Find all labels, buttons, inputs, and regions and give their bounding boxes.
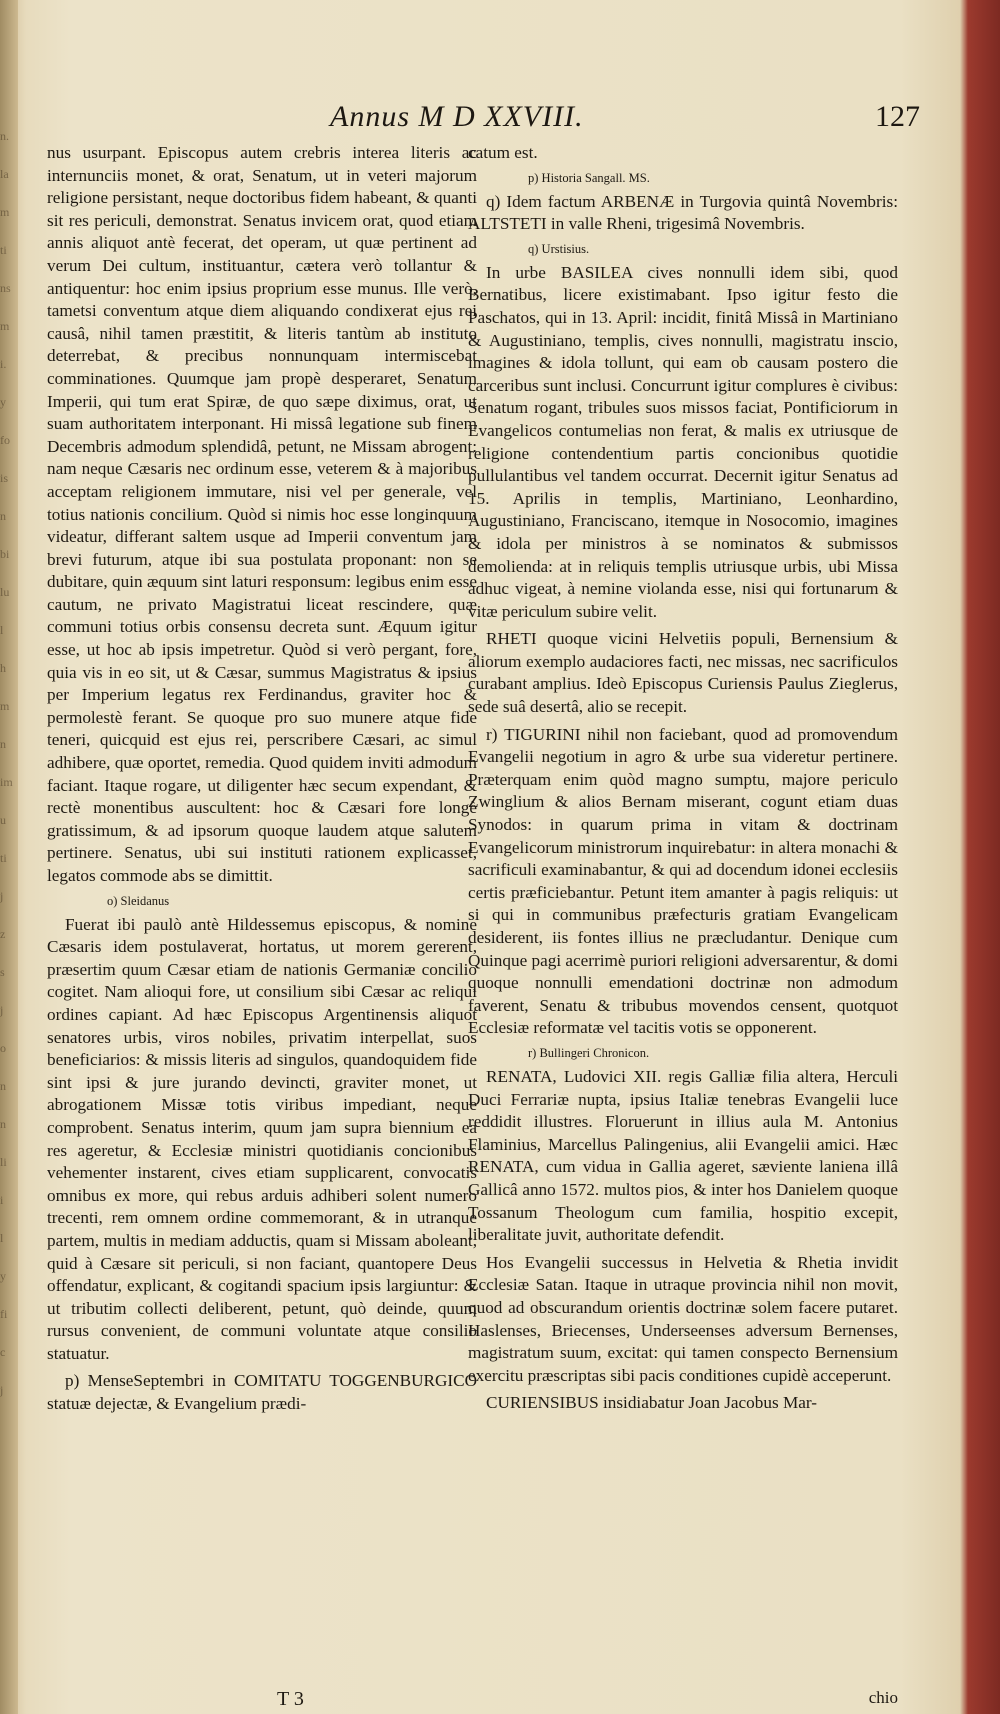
margin-fragment: ns [0,281,11,295]
margin-fragment: c [0,1345,6,1359]
signature-mark: T 3 [277,1688,304,1710]
margin-fragment: ti [0,851,7,865]
margin-fragment: u [0,813,6,827]
margin-fragment: n. [0,129,9,143]
margin-fragment: li [0,1155,7,1169]
margin-fragment: n [0,509,6,523]
margin-fragment: s [0,965,5,979]
margin-fragment: l [0,623,4,637]
margin-fragment: y [0,395,6,409]
margin-fragment: is [0,471,9,485]
margin-fragment: fo [0,433,10,447]
margin-fragment: ti [0,243,7,257]
margin-fragment: j [0,889,4,903]
margin-fragment: n [0,1079,6,1093]
margin-fragment: bi [0,547,10,561]
footnote-source: r) Bullingeri Chronicon. [528,1045,650,1060]
paragraph: catum est. [468,143,538,162]
margin-fragment: l [0,1231,4,1245]
paragraph: CURIENSIBUS insidiabatur Joan Jacobus Mar- [486,1393,817,1413]
margin-fragment: m [0,319,10,333]
paragraph: RENATA, Ludovici XII. regis Galliæ filia altera, Herculi Duci Ferrariæ nupta, ipsius Italiæ tenebras Evangelii luce reddidit illustres. Floruerunt in illius aula M. Antonius Flaminius, Marcellus Palingenius, alii Evangelii amici. Hæc RENATA, cum vidua in Gallia ageret, sæviente laniena illâ Gallicâ anno 1572. multos pios, & inter hos Danielem quoque Tossanum Theologum cum familia, hospitio excepit, liberalitate juvit, authoritate defendit. [468,1066,898,1245]
right-column [468,142,898,1420]
left-column [47,142,477,1421]
page-footer [47,1688,898,1712]
paragraph: Hos Evangelii successus in Helvetia & Rhetia invidit Ecclesiæ Satan. Itaque in utraque provincia nihil non movit, quod ad obscurandum orientis doctrinæ solem facere putaret. Haslenses, Briecenses, Underseenses adversum Bernenses, magistratum suum, excitat: qui tamen conspecto Bernensium exercitu præscriptas sibi pacis conditiones cupidè acceperunt. [468,1252,898,1385]
paragraph: p) MenseSeptembri in COMITATU TOGGENBURGICO statuæ dejectæ, & Evangelium prædi- [47,1371,477,1414]
margin-fragment: n [0,1117,6,1131]
footnote-source: q) Urstisius. [528,241,590,256]
margin-fragment: j [0,1383,4,1397]
margin-fragment: i. [0,357,7,371]
margin-fragment: o [0,1041,6,1055]
margin-fragment: j [0,1003,4,1017]
margin-fragment: im [0,775,13,789]
margin-fragment: fi [0,1307,8,1321]
running-title: Annus M D XXVIII. [330,100,584,133]
paragraph: Fuerat ibi paulò antè Hildessemus episcopus, & nomine Cæsaris idem postulaverat, hortatus, ut morem gererent, præsertim quum Cæsar etiam de nationis Germaniæ concilio cogitet. Nam alioqui fore, ut consilium sibi Cæsar ac reliqui ordines capiant. Ad hæc Episcopus Argentinensis aliquot senatores urbis, viros nobiles, privatim interpellat, suos beneficiarios: & missis literis ad singulos, quandoquidem fide sint ipsi & jure jurando devincti, graviter monet, ut abrogationem Missæ totis viribus impediant, neque comprobent. Senatus interim, quum jam supra biennium ea res ageretur, & Ecclesiæ ministri quotidianis concionibus vehementer instarent, cives etiam supplicarent, convocatis omnibus ex more, qui rebus arduis adhiberi solent numero trecenti, rem omnem ordine commemorant, & in utranque partem, multis in mediam adductis, quam si Missam aboleant, quid à Cæsare sit periculi, si non faciant, quantopere Deus offendatur, explicant, & cogitandi spacium ipsis largiuntur: & ut tributim collecti deliberent, petunt, quò deinde, quum rursus convenient, de communi voluntate atque consilio statuatur. [47,914,477,1363]
margin-fragment: lu [0,585,10,599]
margin-fragment: y [0,1269,6,1283]
footnote-source: o) Sleidanus [107,893,170,908]
paragraph: RHETI quoque vicini Helvetiis populi, Bernensium & aliorum exemplo audaciores facti, nec missas, nec sacrificulos curabant amplius. Ideò Episcopus Curiensis Paulus Zieglerus, sede suâ desertâ, alio se recepit. [468,629,898,717]
margin-fragment: m [0,205,10,219]
margin-fragment: la [0,167,9,181]
page-header [40,100,920,140]
footnote-source: p) Historia Sangall. MS. [528,170,650,185]
paragraph: q) Idem factum ARBENÆ in Turgovia quintâ Novembris: ALTSTETI in valle Rheni, trigesimâ Novembris. [468,191,898,234]
margin-fragment: i [0,1193,4,1207]
paragraph: In urbe BASILEA cives nonnulli idem sibi, quod Bernatibus, licere existimabant. Ipso igitur festo die Paschatos, qui in 13. April: incidit, finitâ Missâ in Martiniano & Augustiniano, templis, cives nonnulli, magistratu inscio, imagines & idola tollunt, qui eam ob causam postero die carceribus sunt inclusi. Concurrunt igitur complures è civibus: Senatum rogant, tribules suos missos faciat, Pontificiorum in Evangelicos contumelias non ferat, & malis ex utriusque de religione contendentium partis concionibus quotidie pullulantibus vel tandem occurrat. Decernit igitur Senatus ad 15. Aprilis in templis, Martiniano, Leonhardino, Augustiniano, Franciscano, itemque in Nosocomio, imagines & idola per ministros à se nominatos & submissos demolienda: at in reliquis templis utriusque urbis, ubi Missa adhuc vigeat, à nemine violanda esse, nisi qui fortunarum & vitæ periculum subire velit. [468,262,898,621]
paragraph: r) TIGURINI nihil non faciebant, quod ad promovendum Evangelii negotium in agro & urbe sua videretur pertinere. Præterquam enim quòd magno sumptu, majore periculo Zwinglium & alios Bernam miserant, cogunt etiam duas Synodos: in quarum prima in vitam & doctrinam Evangelicorum ministrorum inquirebatur: in altera monachi & sacrificuli examinabantur, & qui ad docendum idonei ecclesiis certis præficiebantur. Petunt item amanter à pagis reliquis: ut si qui in communibus præfecturis gratiam Evangelicam desiderent, iis fontes illius ne præcludantur. Denique cum Quinque pagi acerrimè puriori religioni adversarentur, & domi quoque nonnulli emendationi doctrinæ non admodum faverent, Senatu & tribubus movendos censent, quotquot Ecclesiæ reformatæ vel tacitis votis se opponerent. [468,724,898,1038]
margin-fragment: z [0,927,6,941]
margin-fragment: h [0,661,6,675]
margin-fragment: m [0,699,10,713]
bleed-through-margin [0,130,16,1396]
paragraph: nus usurpant. Episcopus autem crebris interea literis ac internunciis monet, & orat, Senatum, ut in veteri majorum religione persistant, neque doctoribus fidem habeant, & quanti sit res periculi, demonstrat. Senatus invicem orat, quod etiam annis aliquot antè fecerat, det operam, ut quæ pertinent ad verum Dei cultum, instituantur, cætera verò tollantur & antiquentur: hoc enim ipsius proprium esse munus. Ille verò, tametsi conventum atque diem aliquando condixerat ejus rei causâ, nihil tamen præstitit, & literis tantùm ab instituto deterrebat, & precibus nonnunquam intermiscebat comminationes. Quumque jam propè desperaret, Senatum Imperii, qui tum erat Spiræ, de quo sæpe diximus, orat, ut suam authoritatem interponant. Hi missâ legatione sub finem Decembris admodum splendidâ, petunt, ne Missam abrogent: nam neque Cæsaris nec ordinum esse, veterem & à majoribus acceptam religionem immutare, nisi vel per generale, vel totius nationis concilium. Quòd si nimis hoc esse longinquum videatur, differant saltem usque ad Imperii conventum jam brevi futurum, atque ibi sua postulata proponant: non se dubitare, quin æquum sint laturi responsum: legibus enim esse cautum, ne privato Magistratui liceat rescindere, quæ communi totius orbis consensu decreta sunt. Æquum igitur esse, ut hoc ab ipsis impetretur. Quòd si verò pergant, fore, quia vis in eo sit, ut & Cæsar, summus Magistratus & ipsius per Imperium legatus rex Ferdinandus, graviter hoc & permolestè ferant. Se quoque pro suo munere atque fide teneri, quicquid est ejus rei, perscribere Cæsari, ac simul adhibere, quæ oportet, remedia. Quod quidem inviti admodum faciant. Itaque rogare, ut diligenter hæc secum expendant, & rectè monentibus auscultent: hoc & Cæsari fore longè gratissimum, & ad ipsorum quoque laudem atque salutem pertinere. Senatus, ubi sui instituti rationem explicasset, legatos commode abs se dimittit. [47,143,477,885]
page-number: 127 [875,100,920,133]
catchword: chio [868,1688,898,1707]
margin-fragment: n [0,737,6,751]
